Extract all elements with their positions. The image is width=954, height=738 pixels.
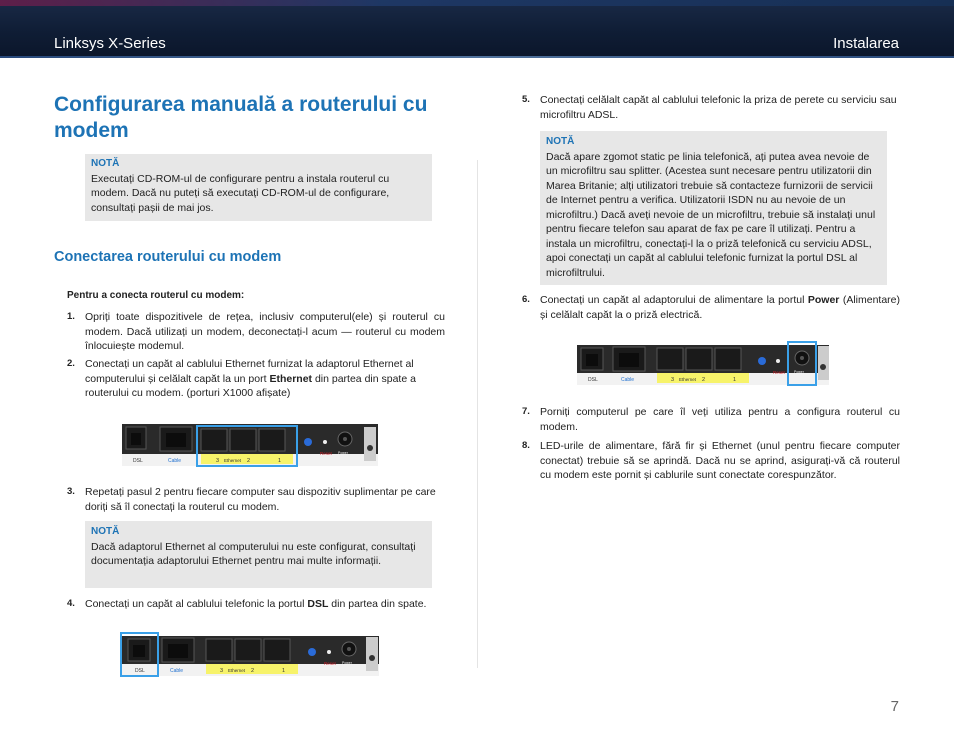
- label-ethernet: Ethernet: [679, 377, 697, 382]
- label-power: Power: [794, 370, 804, 374]
- label-reset: Reset: [773, 370, 785, 375]
- header-section: Instalarea: [833, 35, 899, 52]
- step-text: Conectați un capăt al cablului Ethernet furnizat la adaptorul Ethernet al computerului și celălalt capăt la un port Ethernet din partea din spate a routerului cu modem. (porturi X1000 afișate): [85, 358, 416, 399]
- procedure-lead: Pentru a conecta routerul cu modem:: [67, 290, 245, 301]
- note-text: Dacă adaptorul Ethernet al computerului nu este configurat, consultați documentația adaptorului Ethernet pentru mai multe informații.: [91, 540, 416, 567]
- step-number: 4.: [67, 598, 75, 609]
- label-port-2: 2: [247, 458, 251, 464]
- step-number: 7.: [522, 406, 530, 417]
- label-reset: Reset: [320, 451, 332, 456]
- label-cable: Cable: [168, 458, 182, 464]
- note-text: Dacă apare zgomot static pe linia telefonică, ați putea avea nevoie de un microfiltru sau splitter. (Acestea sunt necesare pentru utilizatorii din Marea Britanie; alți utilizatori trebuie să contacteze furnizorii de servicii de Internet pentru a verifica. Utilizatorii ISDN nu au nevoie de un microfiltru.) Dacă aveți nevoie de un microfiltru, trebuie să instalați unul pentru fiecare telefon sau aparat de fax pe care îl utilizați. Pentru a instala un microfiltru, conectați-l la o priză telefonică cu serviciu ADSL, apoi conectați un capăt al cablului telefonic furnizat la portul DSL al microfiltrului.: [546, 150, 876, 279]
- label-ethernet: Ethernet: [224, 458, 242, 463]
- label-cable: Cable: [170, 668, 184, 674]
- step-7: [522, 405, 900, 434]
- label-dsl: DSL: [588, 377, 598, 383]
- label-port-3: 3: [220, 668, 224, 674]
- label-port-2: 2: [702, 377, 706, 383]
- step-number: 6.: [522, 294, 530, 305]
- note-label: NOTĂ: [91, 526, 120, 537]
- label-dsl: DSL: [135, 668, 145, 674]
- router-rear-panel-ethernet: [122, 422, 380, 468]
- router-rear-panel-dsl: [120, 632, 382, 678]
- step-text: Porniți computerul pe care îl veți utiliza pentru a configura routerul cu modem.: [540, 406, 900, 433]
- step-text: LED-urile de alimentare, fără fir și Ethernet (unul pentru fiecare computer conectat) trebuie să se aprindă. Dacă nu se aprind, asigurați-vă că routerul cu modem este pornit și cablurile sunt conectate corespunzător.: [540, 440, 900, 481]
- note-box: [85, 154, 432, 221]
- step-3: [67, 485, 445, 514]
- step-number: 3.: [67, 486, 75, 497]
- page-title: Configurarea manuală a routerului cu modem: [54, 93, 428, 142]
- label-power: Power: [342, 661, 352, 665]
- step-5: [522, 93, 900, 122]
- step-4: [67, 597, 445, 612]
- label-cable: Cable: [621, 377, 635, 383]
- note-box: [540, 131, 887, 285]
- step-number: 5.: [522, 94, 530, 105]
- ethernet-term: Ethernet: [269, 372, 313, 385]
- step-text: Conectați un capăt al cablului telefonic la portul DSL din partea din spate.: [85, 598, 427, 610]
- step-text: Conectați celălalt capăt al cablului telefonic la priza de perete cu serviciu sau microfiltru ADSL.: [540, 94, 897, 121]
- note-text: Executați CD-ROM-ul de configurare pentru a instala routerul cu modem. Dacă nu puteți să executați CD-ROM-ul de configurare, consultați pașii de mai jos.: [91, 172, 390, 214]
- power-term: Power: [807, 294, 840, 306]
- step-8: [522, 439, 900, 483]
- label-reset: Reset: [324, 661, 336, 666]
- step-2: [67, 357, 445, 401]
- note-label: NOTĂ: [546, 136, 575, 147]
- note-label: NOTĂ: [91, 158, 120, 169]
- label-dsl: DSL: [133, 458, 143, 464]
- page-number: 7: [890, 698, 899, 715]
- label-port-1: 1: [278, 458, 282, 464]
- header-band: [0, 0, 954, 58]
- column-divider: [477, 160, 478, 668]
- step-text: Repetați pasul 2 pentru fiecare computer sau dispozitiv suplimentar pe care doriți să îl conectați la routerul cu modem.: [85, 486, 436, 513]
- router-rear-panel-power: [575, 341, 833, 387]
- step-text: Conectați un capăt al adaptorului de alimentare la portul Power (Alimentare) și celălalt capăt la o priză electrică.: [540, 294, 901, 321]
- header-product: Linksys X-Series: [54, 35, 166, 52]
- step-number: 2.: [67, 358, 75, 369]
- step-number: 1.: [67, 311, 75, 322]
- label-port-2: 2: [251, 668, 255, 674]
- note-box: [85, 521, 432, 588]
- step-text: Opriți toate dispozitivele de rețea, inclusiv computerul(ele) și routerul cu modem. Dacă utilizați un modem, deconectați-l acum — routerul cu modem înlocuiește modemul.: [85, 311, 445, 352]
- section-subtitle: Conectarea routerului cu modem: [54, 249, 282, 265]
- step-1: [67, 310, 445, 354]
- step-number: 8.: [522, 440, 530, 451]
- step-6: [522, 293, 900, 322]
- label-port-1: 1: [733, 377, 737, 383]
- label-port-3: 3: [216, 458, 220, 464]
- label-ethernet: Ethernet: [228, 668, 246, 673]
- label-port-3: 3: [671, 377, 675, 383]
- label-power: Power: [338, 451, 348, 455]
- dsl-term: DSL: [307, 598, 329, 610]
- label-port-1: 1: [282, 668, 286, 674]
